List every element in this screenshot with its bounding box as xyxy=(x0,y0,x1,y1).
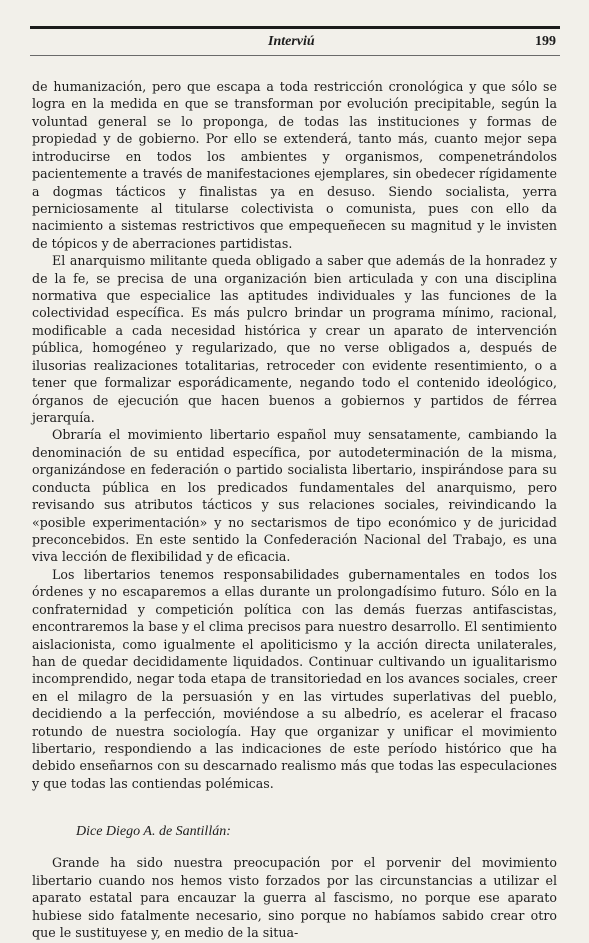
running-title: Interviú xyxy=(268,34,315,49)
paragraph-closing: Grande ha sido nuestra preocupación por el porvenir del movimiento libertario cuando nos hemos visto forzados por las circunstancias a utilizar el aparato estatal para encauzar la guerra al fascismo, no porque ese aparato hubiese sido fatalmente necesario, sino porque no habíamos sabido crear otro que le sustituyese y, en medio de la situa- xyxy=(32,855,557,940)
body-text xyxy=(32,78,557,941)
page-number: 199 xyxy=(535,34,556,49)
paragraph-movimiento-libertario: Obraría el movimiento libertario español muy sensatamente, cambiando la denominación de su entidad específica, por autodeterminación de la misma, organizándose en federación o partido socialista libertario, inspirándose para su conducta pública en los predicados fundamentales del anarquismo, pero revisando sus atributos tácticos y sus relaciones sociales, reivindicando la «posible experimentación» y no sectarismos de tipo económico y de juricidad preconcebidos. En este sentido la Confederación Nacional del Trabajo, es una viva lección de flexibilidad y de eficacia. xyxy=(32,427,557,565)
paragraph-anarquismo-militante: El anarquismo militante queda obligado a saber que además de la honradez y de la fe, se precisa de una organización bien articulada y con una disciplina normativa que especialice las aptitudes individuales y las funciones de la colectividad específica. Es más pulcro brindar un programa mínimo, racional, modificable a cada necesidad histórica y crear un aparato de intervención pública, homogéneo y regularizado, que no verse obligados a, después de ilusorias realizaciones totalitarias, retroceder con evidente resentimiento, o a tener que formalizar esporádicamente, negando todo el contenido ideológico, órganos de ejecución que hacen buenos a gobiernos y partidos de férrea jerarquía. xyxy=(32,253,557,426)
paragraph-continuation: de humanización, pero que escapa a toda restricción cronológica y que sólo se logra en la medida en que se transforman por evolución precipitable, según la voluntad general se lo proponga, de todas las instituciones y formas de propiedad y de gobierno. Por ello se extenderá, tanto más, cuanto mejor sepa introducirse en todos los ambientes y organismos, compenetrándolos pacientemente a través de manifestaciones ejemplares, sin obedecer rígidamente a dogmas tácticos y finalistas ya en desuso. Siendo socialista, yerra perniciosamente al titularse colectivista o comunista, pues con ello da nacimiento a sistemas restrictivos que empequeñecen su magnitud y le invisten de tópicos y de aberraciones partidistas. xyxy=(32,79,557,251)
citation-heading: Dice Diego A. de Santillán: xyxy=(76,824,231,840)
top-rule xyxy=(30,26,560,29)
paragraph-responsabilidades: Los libertarios tenemos responsabilidades gubernamentales en todos los órdenes y no escaparemos a ellas durante un prolongadísimo futuro. Sólo en la confraternidad y competición política con las demás fuerzas antifascistas, encontraremos la base y el clima precisos para nuestro desarrollo. El sentimiento aislacionista, como igualmente el apoliticismo y la acción directa unilaterales, han de quedar decididamente liquidados. Continuar cultivando un igualitarismo incomprendido, negar toda etapa de transitoriedad en los avances sociales, creer en el milagro de la persuasión y en las virtudes superlativas del pueblo, decidiendo a la perfección, moviéndose a su albedrío, es acelerar el fracaso rotundo de nuestra sociología. Hay que organizar y unificar el movimiento libertario, respondiendo a las indicaciones de este período histórico que ha debido enseñarnos con su descarnado realismo más que todas las especulaciones y que todas las contiendas polémicas. xyxy=(32,566,557,791)
header-divider xyxy=(30,55,560,56)
